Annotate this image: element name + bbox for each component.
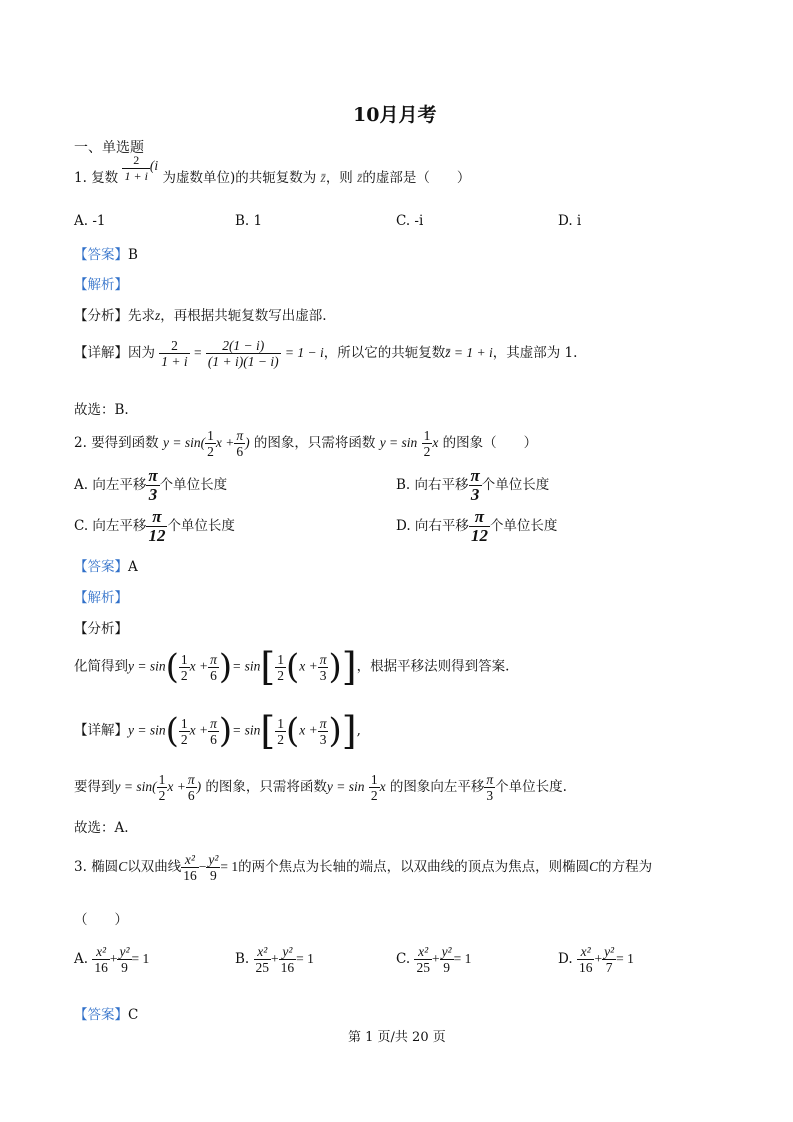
q2-detail: 【详解】y = sin( $\frac{1}{2}$ x + $\frac{\pi}{6}$ )= sin[ $\frac{1}{2}$ (x + $\frac{\pi}{3}$ )],	[74, 709, 361, 753]
q2-option-b: B. 向右平移 $\frac{\pi}{3}$ 个单位长度	[396, 466, 550, 504]
q3-option-d: D. $\frac{\text{x²}}{16}$ + $\frac{\text{y²}}{7}$ = 1	[558, 944, 634, 975]
q1-option-b: B. 1	[235, 213, 263, 229]
q1-option-d: D. i	[558, 213, 582, 229]
q1-option-c: C. -i	[396, 213, 424, 229]
section-heading: 一、单选题	[74, 140, 144, 156]
question-2: 2. 要得到函数 y = sin( $\frac{1}{2}$ x + $\frac{\pi}{6}$ ) 的图象，只需将函数 y = sin $\frac{1}{2}$ x 的图象（ ）	[74, 428, 538, 459]
fraction: $\frac{2}{1 + i}$	[124, 153, 148, 183]
q2-analysis-tag: 【解析】	[74, 590, 128, 606]
q3-answer: 【答案】C	[74, 1007, 139, 1023]
q1-option-a: A. -1	[74, 213, 106, 229]
q3-option-c: C. $\frac{\text{x²}}{25}$ + $\frac{\text{y²}}{9}$ = 1	[396, 944, 472, 975]
q1-answer: 【答案】B	[74, 247, 138, 263]
q3-option-a: A. $\frac{\text{x²}}{16}$ + $\frac{\text{y²}}{9}$ = 1	[74, 944, 150, 975]
q2-simplify: 化简得到y = sin( $\frac{1}{2}$ x + $\frac{\pi}{6}$ )= sin[ $\frac{1}{2}$ (x + $\frac{\pi}{3}$ )]，根据平移法则得到答案.	[74, 645, 510, 689]
question-3: 3. 椭圆C以双曲线 $\frac{\text{x²}}{16}$ − $\frac{\text{y²}}{9}$ = 1的两个焦点为长轴的端点，以双曲线的顶点为焦点，则椭圆C的方程为	[74, 852, 653, 883]
q1-analyze: 【分析】先求z，再根据共轭复数写出虚部.	[74, 308, 327, 324]
q3-paren: （ ）	[74, 912, 128, 928]
q1-choose: 故选：B.	[74, 402, 129, 418]
question-1: 1. 复数 $\frac{2}{1 + i}$ (i 为虚数单位)的共轭复数为 z̄，则 z̄的虚部是（ ）	[74, 153, 471, 186]
q2-option-d: D. 向右平移 $\frac{\pi}{12}$ 个单位长度	[396, 507, 558, 545]
q1-detail: 【详解】因为 $\frac{2}{1 + i}$ = $\frac{2(1 - i)}{(1 + i)(1 - i)}$ = 1 − i，所以它的共轭复数z̄ = 1 + i，其虚部为 1.	[74, 338, 578, 369]
q2-option-a: A. 向左平移 $\frac{\pi}{3}$ 个单位长度	[74, 466, 228, 504]
q3-option-b: B. $\frac{\text{x²}}{25}$ + $\frac{\text{y²}}{16}$ = 1	[235, 944, 314, 975]
page-footer: 第 1 页/共 20 页	[348, 1030, 446, 1045]
page-title: 10月月考	[353, 104, 437, 126]
q1-analysis-tag: 【解析】	[74, 277, 128, 293]
q2-analyze-tag: 【分析】	[74, 621, 128, 637]
q2-answer: 【答案】A	[74, 559, 138, 575]
q2-option-c: C. 向左平移 $\frac{\pi}{12}$ 个单位长度	[74, 507, 235, 545]
q2-choose: 故选：A.	[74, 820, 129, 836]
q2-final: 要得到y = sin( $\frac{1}{2}$ x + $\frac{\pi}{6}$ ) 的图象，只需将函数y = sin $\frac{1}{2}$ x 的图象向左平移 $\frac{\pi}{3}$ 个单位长度.	[74, 772, 567, 803]
